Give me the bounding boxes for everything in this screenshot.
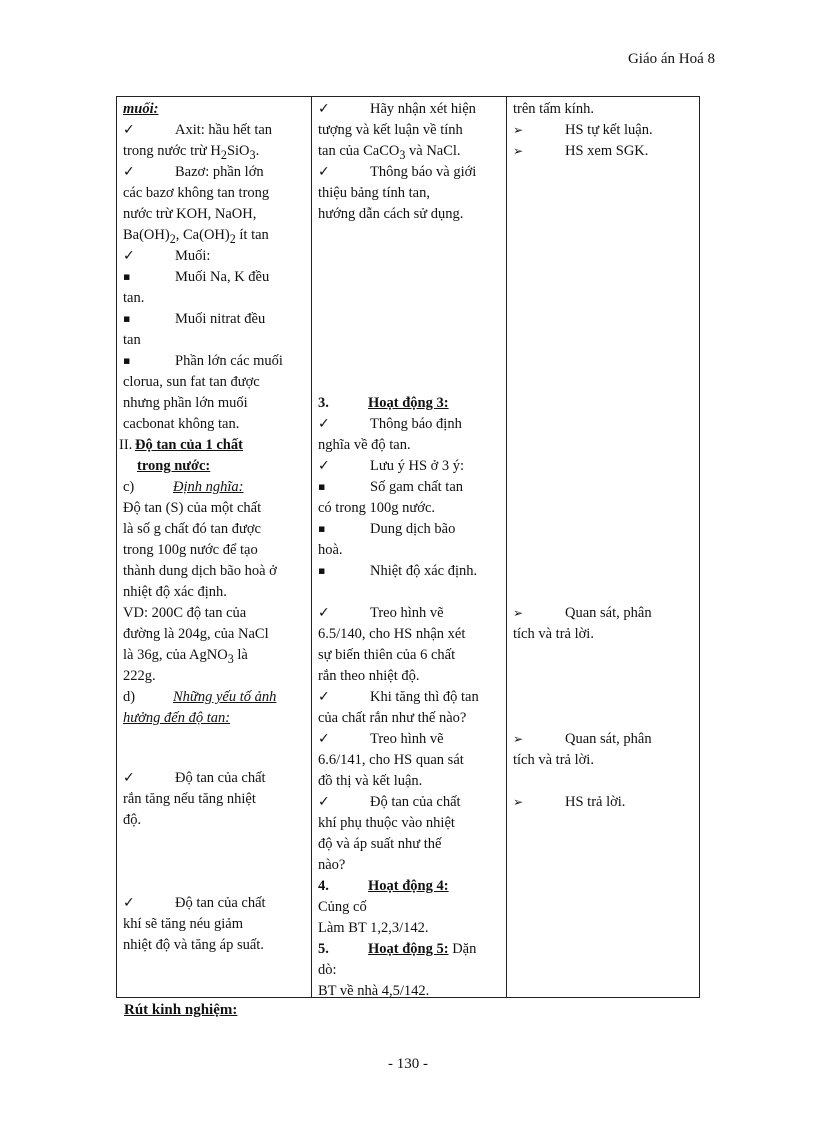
column-divider <box>311 97 312 997</box>
text-line: Khi tăng thì độ tan <box>370 689 479 705</box>
text-line: nước trừ KOH, NaOH, <box>123 206 257 222</box>
text-line: Độ tan của chất <box>175 770 266 786</box>
text-line: khí phụ thuộc vào nhiệt <box>318 815 455 831</box>
check-icon: ✓ <box>318 605 330 621</box>
rut-kinh-nghiem-heading: Rút kinh nghiệm: <box>124 1002 238 1018</box>
text-line: trong 100g nước để tạo <box>123 542 258 558</box>
arrow-icon: ➢ <box>513 795 524 809</box>
text-line: Muối nitrat đều <box>175 311 266 327</box>
text-line: khí sẽ tăng néu giảm <box>123 916 244 932</box>
text-line: Treo hình vẽ <box>370 605 444 621</box>
text-line: Dặn <box>448 941 477 957</box>
text-line: Dung dịch bão <box>370 521 456 537</box>
text-line: rắn tăng nếu tăng nhiệt <box>123 791 256 807</box>
arrow-icon: ➢ <box>513 606 524 620</box>
text-line: Bazơ: phần lớn <box>175 164 264 180</box>
check-icon: ✓ <box>318 689 330 705</box>
text-line: nhiệt độ xác định. <box>123 584 227 600</box>
text-line: tan của CaCO$_3$ và NaCl. <box>318 143 461 162</box>
text-line: HS xem SGK. <box>565 143 649 159</box>
text-line: Quan sát, phân <box>565 605 652 621</box>
text-line: Muối: <box>175 248 211 264</box>
text-line: sự biến thiên của 6 chất <box>318 647 456 663</box>
text-line: tan <box>123 332 141 348</box>
bullet-icon: ▪ <box>123 270 131 283</box>
text-line: tan. <box>123 290 145 306</box>
check-icon: ✓ <box>123 248 135 264</box>
text-line: Axit: hầu hết tan <box>175 122 273 138</box>
bullet-icon: ▪ <box>123 312 131 325</box>
text-line: Phần lớn các muối <box>175 353 283 369</box>
text-line: nào? <box>318 857 346 873</box>
text-line: VD: 200C độ tan của <box>123 605 247 621</box>
text-line: 6.5/140, cho HS nhận xét <box>318 626 466 642</box>
bullet-icon: ▪ <box>318 480 326 493</box>
text-line: có trong 100g nước. <box>318 500 436 516</box>
activity-number: 3. <box>318 395 329 411</box>
text-line: clorua, sun fat tan được <box>123 374 260 390</box>
check-icon: ✓ <box>123 895 135 911</box>
text-line: đồ thị và kết luận. <box>318 773 423 789</box>
text-line: Hãy nhận xét hiện <box>370 101 476 117</box>
heading-muoi: muối: <box>123 101 159 117</box>
text-line: trên tấm kính. <box>513 101 594 117</box>
text-line: Độ tan (S) của một chất <box>123 500 262 516</box>
text-line: Muối Na, K đều <box>175 269 270 285</box>
text-line: Thông báo và giới <box>370 164 477 180</box>
text-line: rắn theo nhiệt độ. <box>318 668 420 684</box>
activity-number: 4. <box>318 878 329 894</box>
check-icon: ✓ <box>318 731 330 747</box>
activity-heading: Hoạt động 4: <box>368 878 449 894</box>
check-icon: ✓ <box>318 101 330 117</box>
text-line: Số gam chất tan <box>370 479 464 495</box>
text-line: Treo hình vẽ <box>370 731 444 747</box>
text-line: HS trả lời. <box>565 794 626 810</box>
text-line: dò: <box>318 962 337 978</box>
text-line: Độ tan của chất <box>370 794 461 810</box>
text-line: 6.6/141, cho HS quan sát <box>318 752 464 768</box>
text-line: trong nước trừ $H_2SiO_3$. <box>123 143 260 162</box>
text-line: hướng dẫn cách sử dụng. <box>318 206 464 222</box>
text-line: Thông báo định <box>370 416 462 432</box>
check-icon: ✓ <box>123 164 135 180</box>
bullet-icon: ▪ <box>318 564 326 577</box>
text-line: nghĩa về độ tan. <box>318 437 411 453</box>
subheading: Những yếu tố ảnh <box>173 689 277 705</box>
text-line: là số g chất đó tan được <box>123 521 261 537</box>
text-line: đường là 204g, của NaCl <box>123 626 269 642</box>
text-line: Lưu ý HS ở 3 ý: <box>370 458 465 474</box>
item-letter: c) <box>123 479 135 495</box>
item-letter: d) <box>123 689 136 705</box>
header-title: Giáo án Hoá 8 <box>627 51 715 67</box>
arrow-icon: ➢ <box>513 123 524 137</box>
subheading: hưởng đến độ tan: <box>123 710 231 726</box>
text-line: Củng cố <box>318 899 367 915</box>
lesson-table <box>116 96 700 998</box>
text-line: thành dung dịch bão hoà ở <box>123 563 277 579</box>
text-line: thiệu bảng tính tan, <box>318 185 430 201</box>
text-line: tích và trả lời. <box>513 626 594 642</box>
text-line: độ. <box>123 812 142 828</box>
text-line: 222g. <box>123 668 156 684</box>
text-line: các bazơ không tan trong <box>123 185 270 201</box>
text-line: Độ tan của chất <box>175 895 266 911</box>
section-number: II. <box>119 437 133 453</box>
text-line: Nhiệt độ xác định. <box>370 563 478 579</box>
text-line: HS tự kết luận. <box>565 122 653 138</box>
arrow-icon: ➢ <box>513 732 524 746</box>
text-line: độ và áp suất như thế <box>318 836 442 852</box>
text-line: $Ba(OH)_2$, $Ca(OH)_2$ ít tan <box>123 227 269 246</box>
text-line: cacbonat không tan. <box>123 416 240 432</box>
text-line: Quan sát, phân <box>565 731 652 747</box>
section-heading: Độ tan của 1 chất <box>135 437 243 453</box>
column-divider <box>506 97 507 997</box>
check-icon: ✓ <box>318 458 330 474</box>
text-line: là 36g, của AgNO$_3$ là <box>123 647 248 666</box>
check-icon: ✓ <box>318 416 330 432</box>
activity-number: 5. <box>318 941 329 957</box>
section-heading: trong nước: <box>137 458 211 474</box>
check-icon: ✓ <box>318 164 330 180</box>
bullet-icon: ▪ <box>318 522 326 535</box>
text-line: BT về nhà 4,5/142. <box>318 983 430 999</box>
check-icon: ✓ <box>123 122 135 138</box>
text-line: hoà. <box>318 542 343 558</box>
text-line: tích và trả lời. <box>513 752 594 768</box>
text-line: nhưng phần lớn muối <box>123 395 248 411</box>
activity-heading: Hoạt động 3: <box>368 395 449 411</box>
text-line: tượng và kết luận về tính <box>318 122 463 138</box>
subheading: Định nghĩa: <box>173 479 244 495</box>
activity-heading: Hoạt động 5: <box>368 941 449 957</box>
check-icon: ✓ <box>318 794 330 810</box>
page-number: - 130 - <box>388 1056 428 1072</box>
bullet-icon: ▪ <box>123 354 131 367</box>
check-icon: ✓ <box>123 770 135 786</box>
text-line: nhiệt độ và tăng áp suất. <box>123 937 264 953</box>
text-line: Làm BT 1,2,3/142. <box>318 920 429 936</box>
text-line: của chất rắn như thế nào? <box>318 710 467 726</box>
arrow-icon: ➢ <box>513 144 524 158</box>
